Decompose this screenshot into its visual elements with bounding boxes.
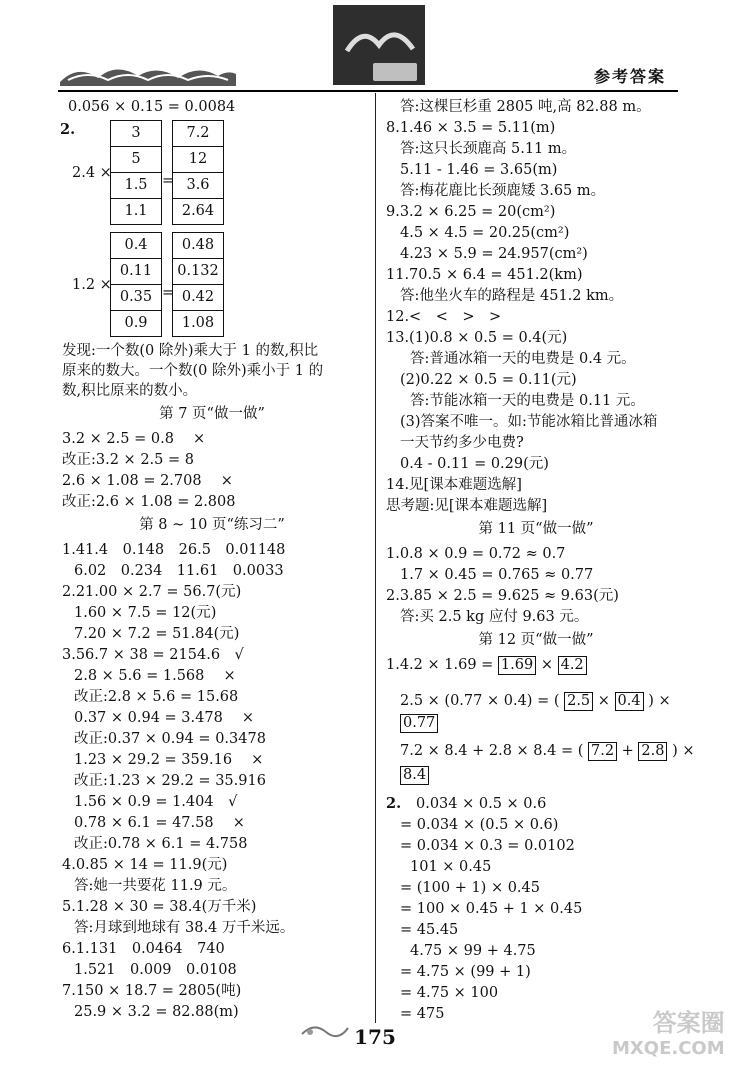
text: 1.4.2 × 1.69 = (386, 657, 494, 673)
boxed-answer: 0.4 (615, 692, 644, 711)
line: 0.034 × 0.5 × 0.6 (416, 796, 547, 812)
box-cell: 7.2 (173, 121, 223, 147)
box-column (172, 232, 224, 337)
line: 2.8 × 5.6 = 1.568 × (74, 668, 236, 684)
text: + (621, 743, 634, 759)
box-cell: 3 (111, 121, 161, 147)
box-cell: 2.64 (181, 203, 215, 219)
line: 13.(1)0.8 × 0.5 = 0.4(元) (386, 330, 568, 346)
box-cell: 0.42 (173, 285, 223, 311)
box-cell: 0.11 (111, 259, 161, 285)
line: 101 × 0.45 (410, 859, 492, 875)
line: 改正:2.6 × 1.08 = 2.808 (62, 494, 236, 510)
line: 8.1.46 × 3.5 = 5.11(m) (386, 120, 556, 136)
equals-sign: = (162, 285, 175, 301)
line: = 4.75 × (99 + 1) (400, 964, 531, 980)
line: 3.56.7 × 38 = 2154.6 √ (62, 647, 244, 663)
line: = 0.034 × 0.3 = 0.0102 (400, 838, 575, 854)
line: 9.3.2 × 6.25 = 20(cm²) (386, 204, 556, 220)
line: = 4.75 × 100 (400, 985, 499, 1001)
boxed-answer: 4.2 (558, 656, 587, 675)
line: 答:她一共要花 11.9 元。 (74, 878, 237, 894)
watermark (612, 1010, 725, 1062)
line: 0.4 - 0.11 = 0.29(元) (400, 456, 549, 472)
box-cell: 0.132 (173, 259, 223, 285)
line: 3.2 × 2.5 = 0.8 × (62, 431, 206, 447)
line: 4.75 × 99 + 4.75 (410, 943, 536, 959)
line: 改正:3.2 × 2.5 = 8 (62, 452, 194, 468)
line: 答:节能冰箱一天的电费是 0.11 元。 (410, 393, 645, 409)
line: 6.02 0.234 11.61 0.0033 (74, 563, 284, 579)
line: 答:普通冰箱一天的电费是 0.4 元。 (410, 351, 636, 367)
line: 答:月球到地球有 38.4 万千米远。 (74, 920, 295, 936)
section-heading: 第 12 页“做一做” (478, 632, 594, 648)
text: 2.5 × (0.77 × 0.4) = ( (400, 693, 560, 709)
boxed-answer: 8.4 (400, 766, 429, 785)
line: 7.150 × 18.7 = 2805(吨) (62, 983, 242, 999)
equals-sign: = (162, 173, 175, 189)
boxed-answer: 2.8 (638, 742, 667, 761)
line: 改正:0.37 × 0.94 = 0.3478 (74, 731, 266, 747)
multiplier: 2.4 × (72, 165, 112, 181)
question-number: 2. (60, 121, 76, 138)
box-cell: 0.35 (111, 285, 161, 311)
header-rule (58, 90, 678, 92)
line: 11.70.5 × 6.4 = 451.2(km) (386, 267, 583, 283)
box-cell: 0.48 (173, 233, 223, 259)
line: = 45.45 (400, 922, 459, 938)
line: 0.056 × 0.15 = 0.0084 (68, 99, 236, 115)
line: 0.78 × 6.1 = 47.58 × (74, 815, 245, 831)
line: 1.521 0.009 0.0108 (74, 962, 237, 978)
boxed-answer: 7.2 (588, 742, 617, 761)
column-divider (375, 93, 376, 1023)
line: = (100 + 1) × 0.45 (400, 880, 540, 896)
text: ) × (672, 743, 695, 759)
line: 25.9 × 3.2 = 82.88(m) (74, 1004, 239, 1020)
box-cell: 3.6 (173, 173, 223, 199)
text: × (540, 657, 553, 673)
line: (2)0.22 × 0.5 = 0.11(元) (400, 372, 577, 388)
line: 4.5 × 4.5 = 20.25(cm²) (400, 225, 570, 241)
line (386, 656, 587, 675)
boxed-answer: 0.77 (400, 714, 438, 733)
section-heading: 第 11 页“做一做” (478, 521, 594, 537)
section-heading: 第 7 页“做一做” (159, 406, 265, 422)
watermark-line: MXQE.COM (612, 1038, 725, 1059)
line: 7.20 × 7.2 = 51.84(元) (74, 626, 240, 642)
line: 2.6 × 1.08 = 2.708 × (62, 473, 233, 489)
line: 5.1.28 × 30 = 38.4(万千米) (62, 899, 257, 915)
line: 改正:0.78 × 6.1 = 4.758 (74, 836, 248, 852)
box-cell: 5 (111, 147, 161, 173)
line (400, 766, 429, 785)
line: 6.1.131 0.0464 740 (62, 941, 225, 957)
line: 发现:一个数(0 除外)乘大于 1 的数,积比 (62, 343, 319, 359)
line: 14.见[课本难题选解] (386, 477, 522, 493)
box-cell: 1.08 (181, 315, 215, 331)
text: 7.2 × 8.4 + 2.8 × 8.4 = ( (400, 743, 584, 759)
boxed-answer: 2.5 (564, 692, 593, 711)
line: 改正:2.8 × 5.6 = 15.68 (74, 689, 239, 705)
page-number: 175 (354, 1025, 396, 1049)
watermark-line: 答案圈 (652, 1009, 725, 1037)
line: 1.7 × 0.45 = 0.765 ≈ 0.77 (400, 567, 594, 583)
header-title: 参考答案 (594, 67, 667, 86)
header-decoration (58, 60, 238, 88)
line: 1.41.4 0.148 26.5 0.01148 (62, 542, 286, 558)
line: 思考题:见[课本难题选解] (386, 498, 548, 514)
line: = 0.034 × (0.5 × 0.6) (400, 817, 559, 833)
section-heading: 第 8 ~ 10 页“练习二” (139, 517, 285, 533)
line: 答:这棵巨杉重 2805 吨,高 82.88 m。 (400, 99, 651, 115)
line: 一天节约多少电费? (400, 435, 524, 451)
line: 1.0.8 × 0.9 = 0.72 ≈ 0.7 (386, 546, 566, 562)
line (400, 692, 671, 711)
line: 4.0.85 × 14 = 11.9(元) (62, 857, 228, 873)
line: = 100 × 0.45 + 1 × 0.45 (400, 901, 583, 917)
logo (333, 5, 425, 85)
line: 答:他坐火车的路程是 451.2 km。 (400, 288, 624, 304)
line: 5.11 - 1.46 = 3.65(m) (400, 162, 558, 178)
box-cell: 0.4 (111, 233, 161, 259)
line: 数,积比原来的数小。 (62, 383, 198, 399)
box-column (110, 232, 162, 337)
line: 1.56 × 0.9 = 1.404 √ (74, 794, 238, 810)
line: 答:梅花鹿比长颈鹿矮 3.65 m。 (400, 183, 606, 199)
line: = 475 (400, 1006, 445, 1022)
line: 答:这只长颈鹿高 5.11 m。 (400, 141, 577, 157)
line: 0.37 × 0.94 = 3.478 × (74, 710, 255, 726)
box-cell: 1.5 (111, 173, 161, 199)
line: 1.23 × 29.2 = 359.16 × (74, 752, 264, 768)
text: ) × (648, 693, 671, 709)
line: 改正:1.23 × 29.2 = 35.916 (74, 773, 266, 789)
line: 2.3.85 × 2.5 = 9.625 ≈ 9.63(元) (386, 588, 619, 604)
footer-ornament-icon (300, 1020, 350, 1042)
line (400, 742, 695, 761)
line: 原来的数大。一个数(0 除外)乘小于 1 的 (62, 363, 324, 379)
line: 12.< < > > (386, 309, 502, 325)
text: × (597, 693, 610, 709)
line: 1.60 × 7.5 = 12(元) (74, 605, 217, 621)
line: 答:买 2.5 kg 应付 9.63 元。 (400, 609, 589, 625)
box-cell: 0.9 (124, 315, 148, 331)
question-number: 2. (386, 795, 402, 812)
line: 4.23 × 5.9 = 24.957(cm²) (400, 246, 588, 262)
box-cell: 12 (173, 147, 223, 173)
box-column (172, 120, 224, 225)
multiplier: 1.2 × (72, 277, 112, 293)
line: 2.21.00 × 2.7 = 56.7(元) (62, 584, 242, 600)
box-cell: 1.1 (124, 203, 148, 219)
box-column (110, 120, 162, 225)
line: (3)答案不唯一。如:节能冰箱比普通冰箱 (400, 414, 658, 430)
line (400, 714, 438, 733)
boxed-answer: 1.69 (498, 656, 536, 675)
